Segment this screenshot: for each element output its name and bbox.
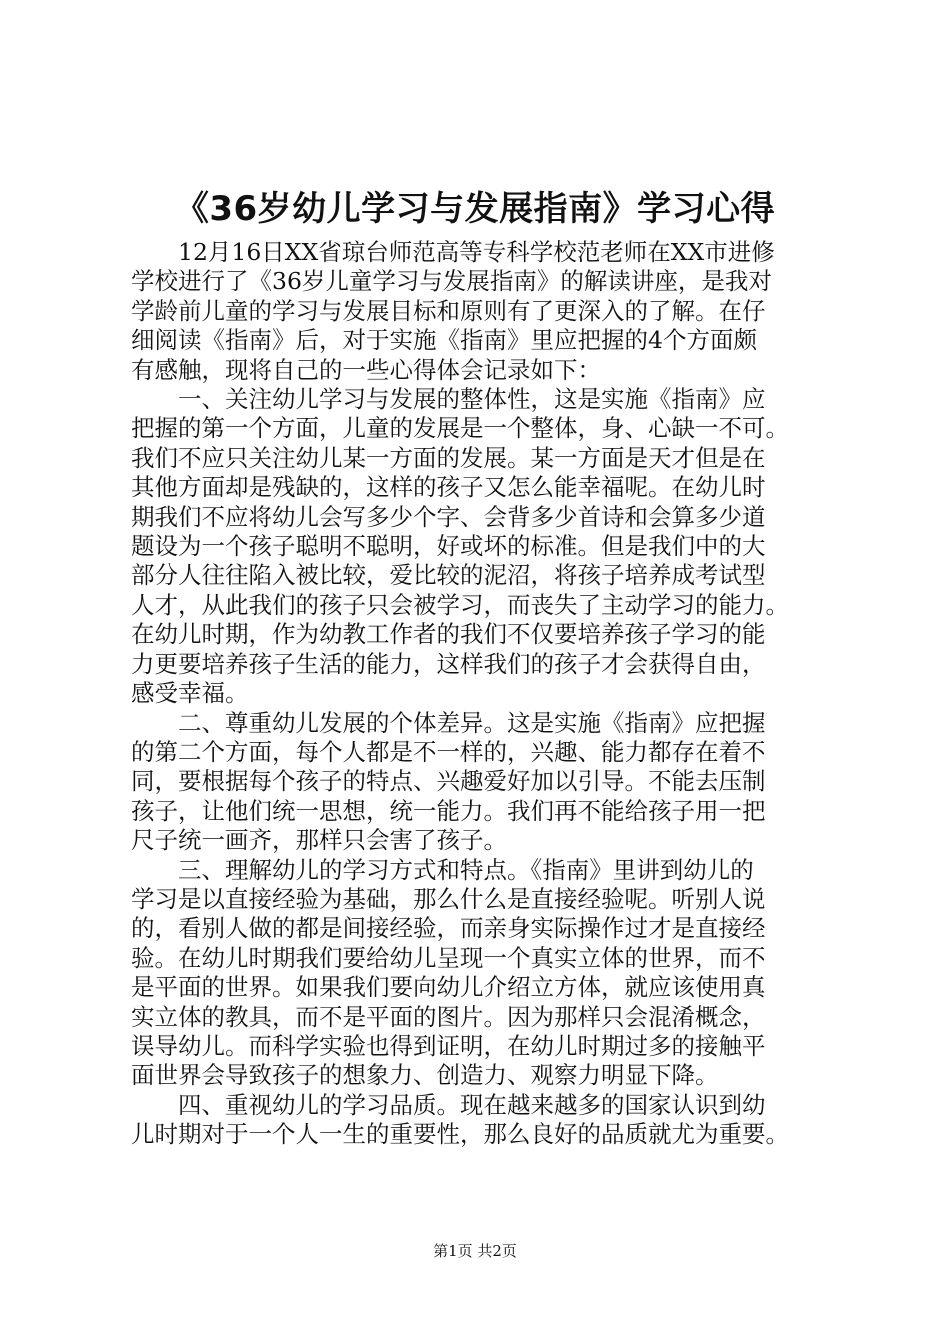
text-line: 四、重视幼儿的学习品质。现在越来越多的国家认识到幼 xyxy=(178,1090,766,1119)
body-paragraph xyxy=(131,385,831,708)
text-line: 的第二个方面，每个人都是不一样的，兴趣、能力都存在着不 xyxy=(131,737,766,766)
text-line: 尺子统一画齐，那样只会害了孩子。 xyxy=(131,826,507,855)
text-line: 部分人往往陷入被比较，爱比较的泥沼，将孩子培养成考试型 xyxy=(131,561,766,590)
document-title: 《36岁幼儿学习与发展指南》学习心得 xyxy=(174,189,776,229)
text-line: 力更要培养孩子生活的能力，这样我们的孩子才会获得自由， xyxy=(131,649,766,678)
text-line: 学习是以直接经验为基础，那么什么是直接经验呢。听别人说 xyxy=(131,884,766,913)
text-line: 误导幼儿。而科学实验也得到证明，在幼儿时期过多的接触平 xyxy=(131,1031,766,1060)
text-line: 在幼儿时期，作为幼教工作者的我们不仅要培养孩子学习的能 xyxy=(131,620,766,649)
text-line: 把握的第一个方面，儿童的发展是一个整体，身、心缺一不可。 xyxy=(131,414,789,443)
text-line: 12月16日XX省琼台师范高等专科学校范老师在XX市进修 xyxy=(178,238,775,266)
body-paragraph xyxy=(131,1091,831,1150)
body-paragraph xyxy=(131,709,831,856)
body-paragraph xyxy=(131,856,831,1091)
text-line: 的，看别人做的都是间接经验，而亲身实际操作过才是直接经 xyxy=(131,914,766,943)
text-line: 期我们不应将幼儿会写多少个字、会背多少首诗和会算多少道 xyxy=(131,502,766,531)
text-line: 题设为一个孩子聪明不聪明，好或坏的标准。但是我们中的大 xyxy=(131,532,766,561)
text-line: 同，要根据每个孩子的特点、兴趣爱好加以引导。不能去压制 xyxy=(131,767,766,796)
text-line: 细阅读《指南》后，对于实施《指南》里应把握的4个方面颇 xyxy=(131,326,757,355)
text-line: 验。在幼儿时期我们要给幼儿呈现一个真实立体的世界，而不 xyxy=(131,943,766,972)
page-indicator: 第1页 共2页 xyxy=(433,1242,517,1260)
text-line: 三、理解幼儿的学习方式和特点。《指南》里讲到幼儿的 xyxy=(178,855,754,884)
body-paragraph xyxy=(131,238,831,385)
text-line: 孩子，让他们统一思想，统一能力。我们再不能给孩子用一把 xyxy=(131,796,766,825)
document-body xyxy=(131,238,831,1150)
text-line: 儿时期对于一个人一生的重要性，那么良好的品质就尤为重要。 xyxy=(131,1120,789,1149)
text-line: 面世界会导致孩子的想象力、创造力、观察力明显下降。 xyxy=(131,1061,719,1090)
text-line: 感受幸福。 xyxy=(131,679,249,708)
text-line: 学校进行了《36岁儿童学习与发展指南》的解读讲座，是我对 xyxy=(131,267,772,296)
text-line: 人才，从此我们的孩子只会被学习，而丧失了主动学习的能力。 xyxy=(131,590,789,619)
text-line: 实立体的教具，而不是平面的图片。因为那样只会混淆概念， xyxy=(131,1002,766,1031)
text-line: 学龄前儿童的学习与发展目标和原则有了更深入的了解。在仔 xyxy=(131,296,766,325)
text-line: 一、关注幼儿学习与发展的整体性，这是实施《指南》应 xyxy=(178,385,766,414)
text-line: 二、尊重幼儿发展的个体差异。这是实施《指南》应把握 xyxy=(178,708,766,737)
text-line: 其他方面却是残缺的，这样的孩子又怎么能幸福呢。在幼儿时 xyxy=(131,473,766,502)
text-line: 是平面的世界。如果我们要向幼儿介绍立方体，就应该使用真 xyxy=(131,973,766,1002)
text-line: 有感触，现将自己的一些心得体会记录如下： xyxy=(131,355,601,384)
text-line: 我们不应只关注幼儿某一方面的发展。某一方面是天才但是在 xyxy=(131,443,766,472)
